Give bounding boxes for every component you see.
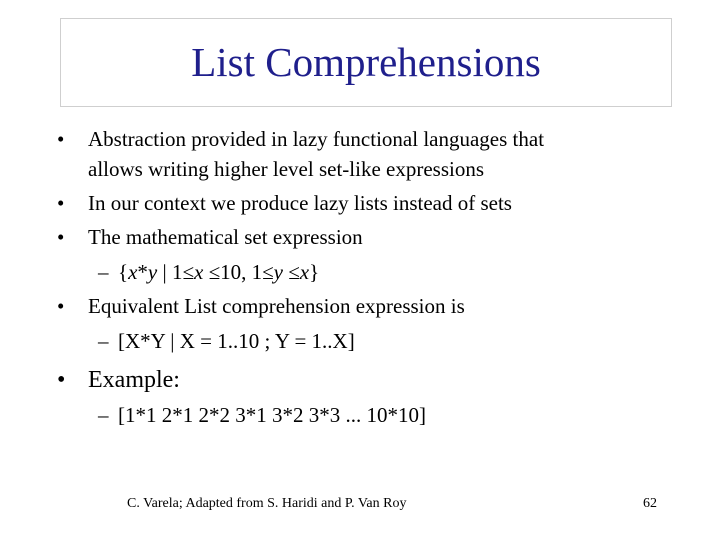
bullet-text: allows writing higher level set-like expressions xyxy=(88,157,484,181)
bullet-marker: • xyxy=(57,367,66,393)
bullet-text: In our context we produce lazy lists instead of sets xyxy=(88,191,512,215)
bullet-text: The mathematical set expression xyxy=(88,225,363,249)
bullet-text: Example: xyxy=(88,367,180,393)
bullet-text: Equivalent List comprehension expression is xyxy=(88,294,465,318)
page-number: 62 xyxy=(643,496,657,511)
list-expression: [X*Y | X = 1..10 ; Y = 1..X] xyxy=(118,329,355,353)
slide-title: List Comprehensions xyxy=(191,39,541,85)
bullet-marker: • xyxy=(57,225,65,249)
bullet-text: Abstraction provided in lazy functional languages that xyxy=(88,127,545,151)
bullet-marker: • xyxy=(57,191,65,215)
bullet-marker: • xyxy=(57,127,65,151)
dash-marker: – xyxy=(98,329,109,353)
title-box xyxy=(60,18,672,107)
bullet-marker: • xyxy=(57,294,65,318)
dash-marker: – xyxy=(98,260,109,284)
example-list: [1*1 2*1 2*2 3*1 3*2 3*3 ... 10*10] xyxy=(118,403,426,427)
set-expression: {x*y | 1≤x ≤10, 1≤y ≤x} xyxy=(118,260,320,284)
dash-marker: – xyxy=(98,403,109,427)
slide-footer: C. Varela; Adapted from S. Haridi and P. Van Roy xyxy=(127,496,407,511)
